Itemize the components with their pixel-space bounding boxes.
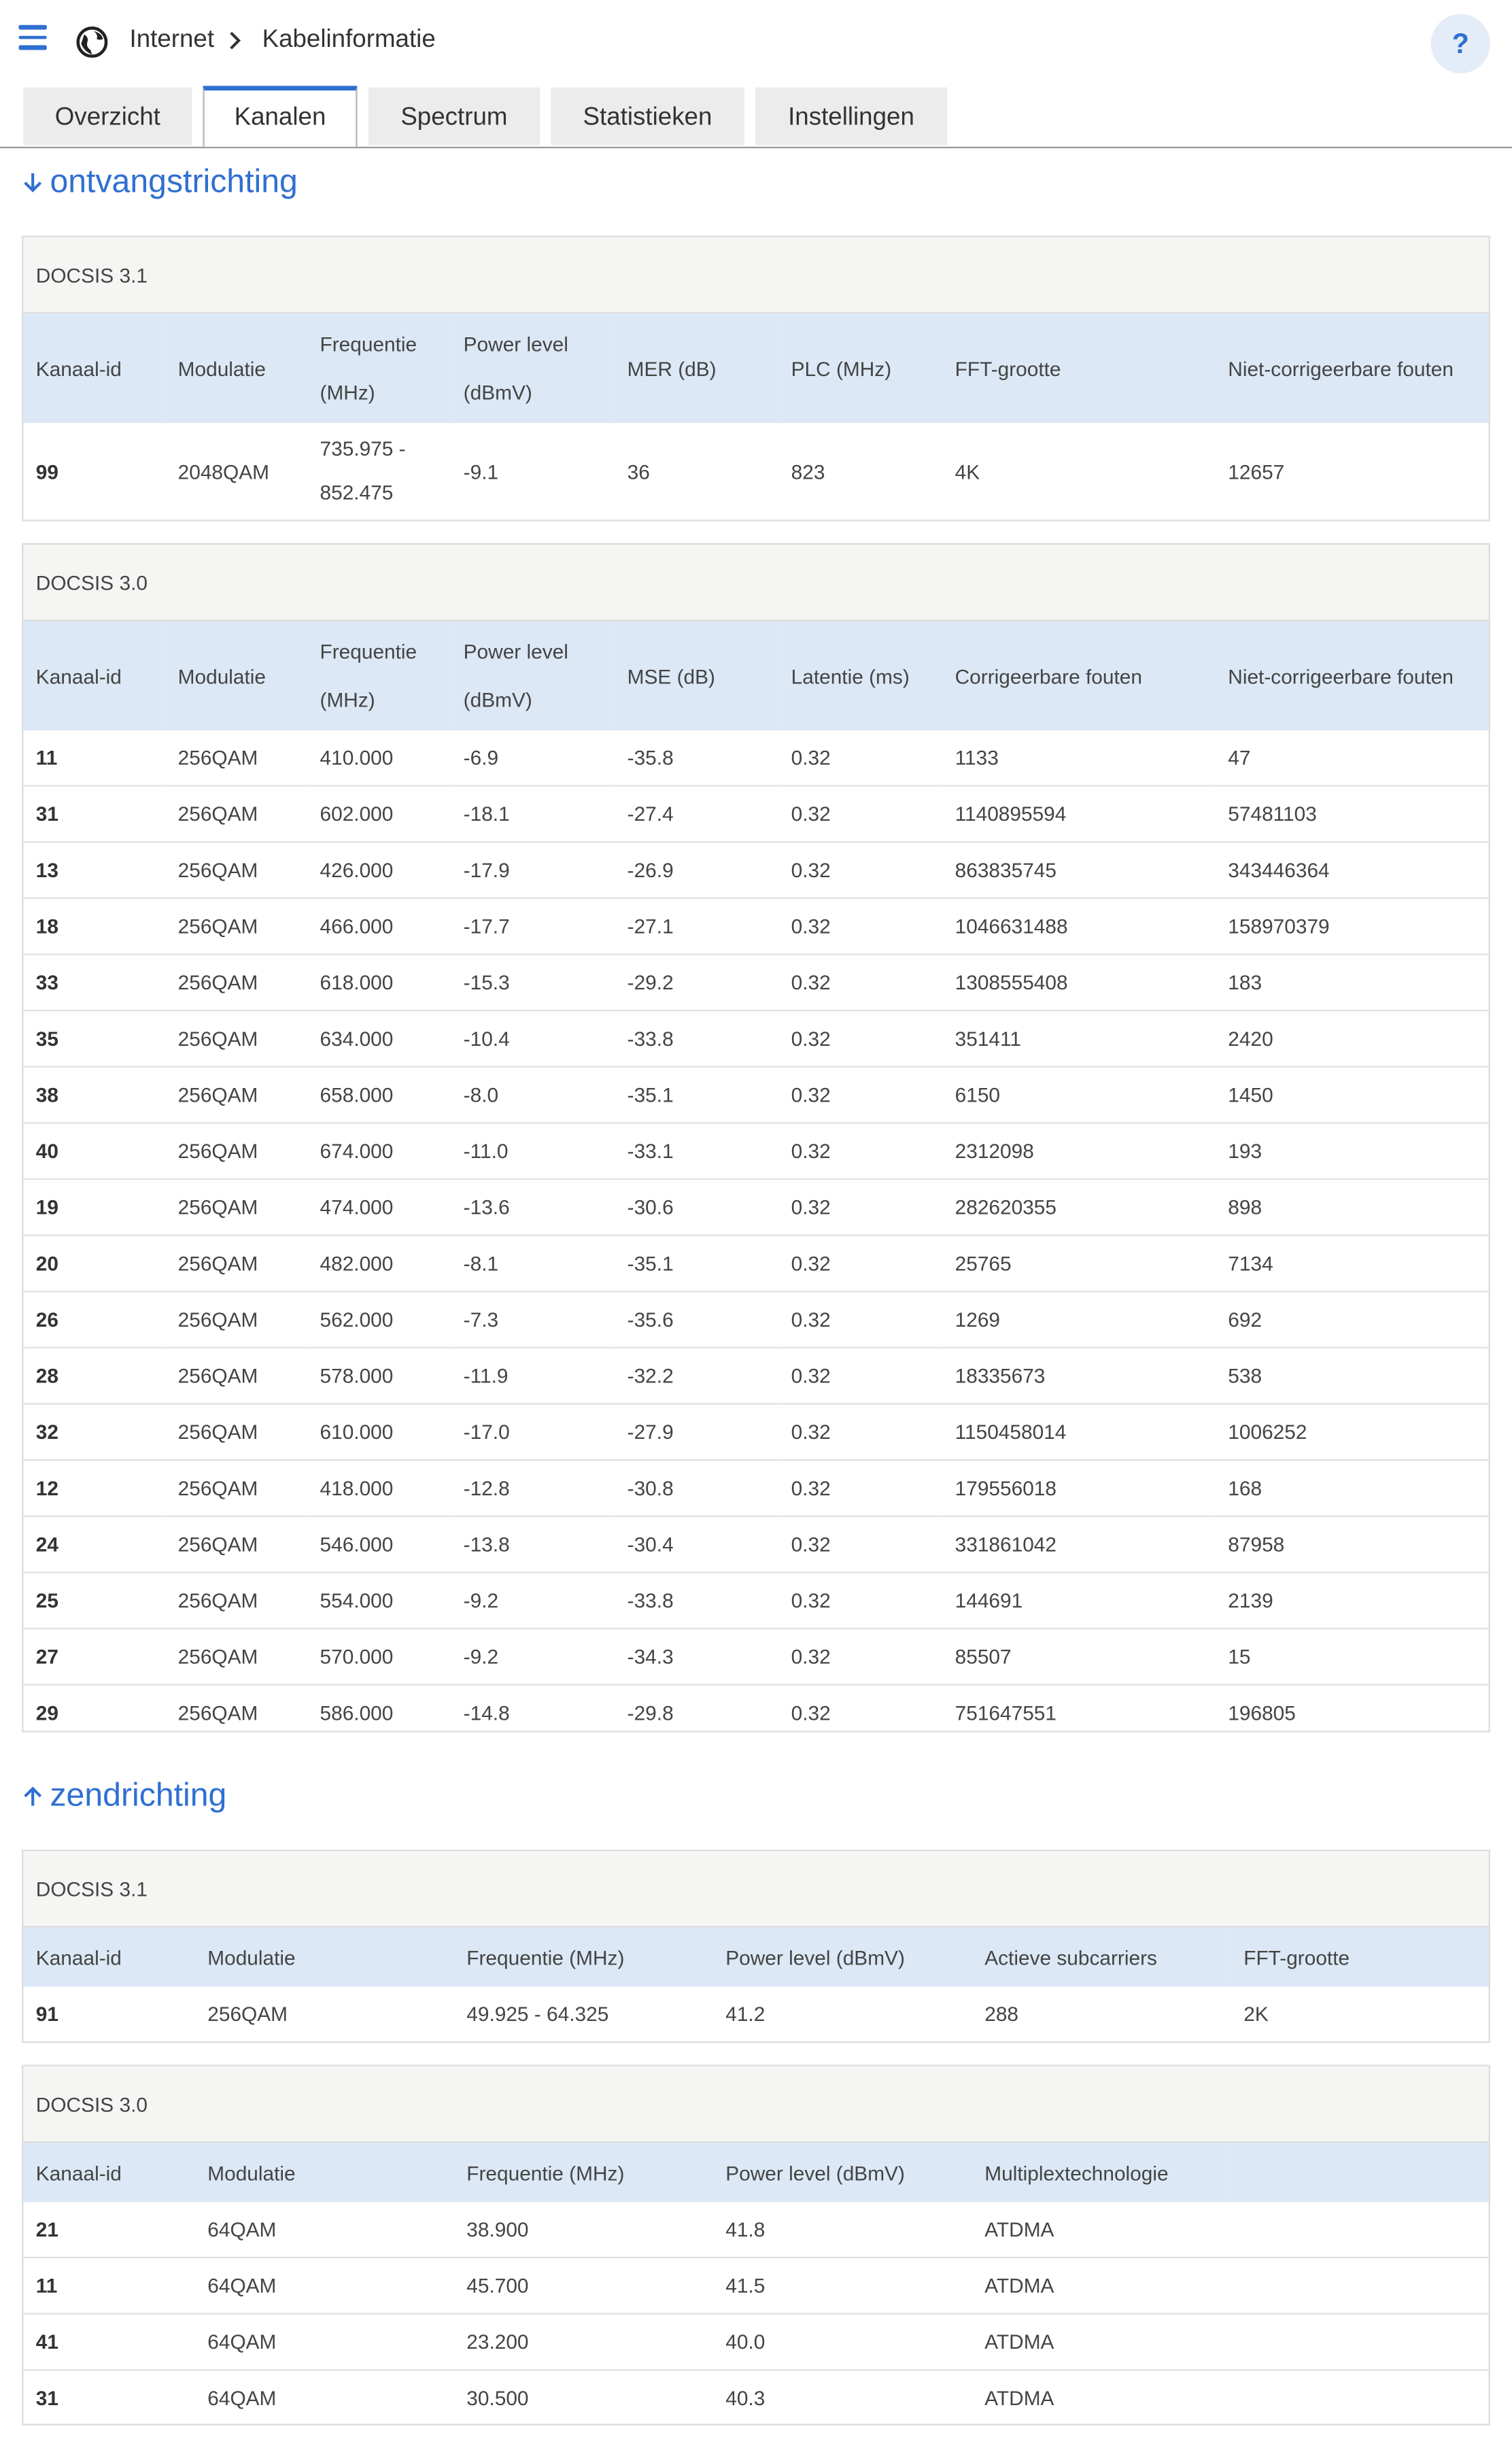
table-cell: 0.32 [778,1404,942,1460]
column-header [1231,2143,1489,2202]
table-cell: 12657 [1228,459,1285,483]
table-cell: 256QAM [165,1572,307,1629]
table-cell: -11.0 [451,1123,615,1179]
table-cell: 586.000 [320,1701,394,1725]
channel-id-cell: 35 [23,1010,165,1067]
column-header: Actieve subcarriers [972,1928,1231,1987]
table-row [23,1404,1488,1460]
table-cell: -27.4 [615,786,778,843]
table-cell: -13.6 [451,1179,615,1236]
table-row [23,1987,1488,2041]
tab-kanalen[interactable]: Kanalen [203,86,357,147]
channel-id-cell: 38 [23,1067,165,1123]
table-cell: -8.1 [451,1236,615,1292]
table-cell: 482.000 [307,1236,451,1292]
table-cell: 288 [984,2002,1019,2026]
column-header: Modulatie [165,313,307,423]
table-cell: 466.000 [307,898,451,955]
table-cell: 40.3 [725,2386,766,2410]
column-header: Frequentie (MHz) [454,2143,713,2202]
table-cell: 193 [1216,1123,1489,1179]
table-cell: -17.7 [451,898,615,955]
table-cell: -33.8 [615,1010,778,1067]
upstream-docsis30-table [23,2143,1488,2425]
table-cell: 0.32 [778,1516,942,1573]
table-cell: 562.000 [307,1291,451,1348]
table-cell: -17.0 [451,1404,615,1460]
table-cell: 158970379 [1216,898,1489,955]
downstream-title [22,164,298,201]
table-row [23,1629,1488,1685]
table-cell: 674.000 [307,1123,451,1179]
table-cell: -33.1 [615,1123,778,1179]
table-cell: 7134 [1216,1236,1489,1292]
table-cell: 256QAM [165,1236,307,1292]
channel-id-cell: 13 [23,842,165,898]
table-row [23,1010,1488,1067]
table-cell: 0.32 [778,1010,942,1067]
arrow-down-icon [22,171,44,193]
column-header: Frequentie (MHz) [307,621,451,730]
table-row [23,786,1488,843]
table-cell: 256QAM [165,1629,307,1685]
downstream-docsis30-card [22,543,1490,1733]
table-row [23,1236,1488,1292]
channel-id-cell: 29 [35,1701,58,1725]
table-cell: 2420 [1216,1010,1489,1067]
channel-id-cell: 20 [23,1236,165,1292]
table-header-row [23,313,1488,423]
table-cell: 30.500 [466,2386,529,2410]
column-header: Modulatie [165,621,307,730]
table-cell: 823 [791,459,825,483]
channel-id-cell: 18 [23,898,165,955]
tab-overzicht[interactable]: Overzicht [23,88,192,146]
table-cell: 0.32 [778,1629,942,1685]
column-header: PLC (MHz) [778,313,942,423]
table-cell [1231,2370,1489,2425]
column-header: Multiplextechnologie [972,2143,1231,2202]
table-cell: 570.000 [307,1629,451,1685]
table-row [23,1179,1488,1236]
table-cell: 0.32 [778,842,942,898]
table-cell: 38.900 [454,2202,713,2257]
table-row [23,1067,1488,1123]
table-cell: 256QAM [165,1348,307,1404]
table-cell: 0.32 [778,898,942,955]
top-bar [0,0,1512,86]
table-cell: -15.3 [451,954,615,1010]
table-cell: 418.000 [307,1460,451,1516]
channel-id-cell: 32 [23,1404,165,1460]
table-header-row [23,621,1488,730]
table-cell: -27.1 [615,898,778,955]
table-cell: 47 [1216,730,1489,785]
table-cell: 4K [955,459,980,483]
table-cell: 0.32 [778,730,942,785]
column-header: MER (dB) [615,313,778,423]
table-cell: 410.000 [307,730,451,785]
column-header: MSE (dB) [615,621,778,730]
tab-instellingen[interactable]: Instellingen [755,88,947,146]
table-cell: 256QAM [165,1067,307,1123]
column-header: FFT-grootte [1231,1928,1489,1987]
tab-statistieken[interactable]: Statistieken [551,88,744,146]
downstream-docsis31-table [23,313,1488,520]
channel-id-cell: 11 [23,730,165,785]
table-cell: -29.8 [627,1701,674,1725]
column-header: Corrigeerbare fouten [942,621,1216,730]
table-cell: -35.1 [615,1236,778,1292]
table-cell: 1140895594 [942,786,1216,843]
column-header: Modulatie [195,1928,454,1987]
column-header: Niet-corrigeerbare fouten [1216,621,1489,730]
table-row [23,954,1488,1010]
column-header: Kanaal-id [23,1928,194,1987]
table-cell: 658.000 [307,1067,451,1123]
table-cell: 49.925 - 64.325 [466,2002,609,2026]
table-cell: 2139 [1216,1572,1489,1629]
channel-id-cell: 24 [23,1516,165,1573]
table-cell [1231,2202,1489,2257]
table-cell: -29.2 [615,954,778,1010]
table-cell: 634.000 [307,1010,451,1067]
downstream-title-text: ontvangstrichting [50,163,298,200]
table-cell: 602.000 [307,786,451,843]
table-cell: -17.9 [451,842,615,898]
table-cell: 0.32 [778,1067,942,1123]
table-row [23,1572,1488,1629]
column-header: Latentie (ms) [778,621,942,730]
table-cell: 256QAM [165,1516,307,1573]
table-cell: 1450 [1216,1067,1489,1123]
table-cell: 256QAM [165,1404,307,1460]
table-cell: 351411 [942,1010,1216,1067]
table-row [23,1348,1488,1404]
table-row [23,1123,1488,1179]
table-cell: -8.0 [451,1067,615,1123]
channel-id-cell: 21 [23,2202,194,2257]
table-cell: 898 [1216,1179,1489,1236]
column-header: Modulatie [195,2143,454,2202]
table-cell: -26.9 [615,842,778,898]
channel-id-cell: 31 [35,2386,58,2410]
table-cell: 256QAM [165,1179,307,1236]
column-header: Power level (dBmV) [451,313,615,423]
table-cell: -30.8 [615,1460,778,1516]
table-cell: 179556018 [942,1460,1216,1516]
table-cell: 183 [1216,954,1489,1010]
column-header: Kanaal-id [23,2143,194,2202]
table-row [23,1460,1488,1516]
chevron-right-icon [226,28,245,53]
table-cell: -30.6 [615,1179,778,1236]
channel-id-cell: 33 [23,954,165,1010]
table-cell: 0.32 [778,1123,942,1179]
breadcrumb-internet[interactable]: Internet [129,27,215,54]
table-cell: 331861042 [942,1516,1216,1573]
hamburger-menu-icon[interactable] [19,25,47,50]
table-cell: -27.9 [615,1404,778,1460]
table-cell: 41.5 [713,2258,972,2314]
upstream-docsis31-table [23,1928,1488,2042]
table-cell: 1150458014 [942,1404,1216,1460]
table-cell: 751647551 [955,1701,1056,1725]
table-cell: 256QAM [165,1291,307,1348]
table-cell: 256QAM [165,954,307,1010]
channel-id-cell: 26 [23,1291,165,1348]
table-cell: 1133 [942,730,1216,785]
table-cell: 1269 [942,1291,1216,1348]
table-cell: 2K [1243,2002,1269,2026]
table-cell: -35.1 [615,1067,778,1123]
channel-id-cell: 91 [35,2002,58,2026]
table-cell: 2312098 [942,1123,1216,1179]
table-cell: 18335673 [942,1348,1216,1404]
downstream-docsis30-table [23,621,1488,1740]
table-cell: 40.0 [713,2314,972,2370]
table-cell: 168 [1216,1460,1489,1516]
channel-id-cell: 31 [23,786,165,843]
upstream-docsis31-label: DOCSIS 3.1 [23,1851,1488,1927]
table-cell: 618.000 [307,954,451,1010]
table-cell: 578.000 [307,1348,451,1404]
table-cell: 64QAM [195,2314,454,2370]
table-cell: 0.32 [778,1291,942,1348]
table-cell: 863835745 [942,842,1216,898]
column-header: Niet-corrigeerbare fouten [1216,313,1489,423]
channel-id-cell: 11 [23,2258,194,2314]
table-row [23,2314,1488,2370]
table-header-row [23,2143,1488,2202]
table-cell: 0.32 [778,1179,942,1236]
downstream-docsis31-label: DOCSIS 3.1 [23,237,1488,313]
table-cell: 256QAM [165,1010,307,1067]
table-cell: ATDMA [972,2314,1231,2370]
table-cell: -35.8 [615,730,778,785]
channel-id-cell: 19 [23,1179,165,1236]
column-header: Kanaal-id [23,621,165,730]
channel-id-cell: 12 [23,1460,165,1516]
table-cell: 256QAM [207,2002,288,2026]
table-cell: 735.975 - 852.475 [320,437,406,505]
table-cell: -9.2 [451,1629,615,1685]
globe-icon [76,27,107,58]
table-cell: -34.3 [615,1629,778,1685]
table-cell: -33.8 [615,1572,778,1629]
upstream-title-text: zendrichting [50,1778,227,1814]
table-cell: 610.000 [307,1404,451,1460]
column-header: FFT-grootte [942,313,1216,423]
table-cell: 25765 [942,1236,1216,1292]
table-row [23,1685,1488,1740]
table-cell: 256QAM [165,1123,307,1179]
table-cell: -18.1 [451,786,615,843]
channel-id-cell: 27 [23,1629,165,1685]
table-cell: 554.000 [307,1572,451,1629]
table-cell: 0.32 [791,1701,831,1725]
table-cell: 282620355 [942,1179,1216,1236]
channel-id-cell: 99 [35,459,58,483]
column-header: Kanaal-id [23,313,165,423]
table-cell: -13.8 [451,1516,615,1573]
tab-bar [0,86,1512,148]
table-row [23,423,1488,520]
table-cell: 1006252 [1216,1404,1489,1460]
table-cell: 343446364 [1216,842,1489,898]
table-cell: 692 [1216,1291,1489,1348]
channel-id-cell: 40 [23,1123,165,1179]
column-header: Frequentie (MHz) [307,313,451,423]
column-header: Power level (dBmV) [451,621,615,730]
table-cell: -14.8 [463,1701,510,1725]
table-cell: -30.4 [615,1516,778,1573]
table-cell: 474.000 [307,1179,451,1236]
upstream-docsis30-label: DOCSIS 3.0 [23,2067,1488,2143]
channel-id-cell: 25 [23,1572,165,1629]
table-cell: 0.32 [778,786,942,843]
table-cell: -35.6 [615,1291,778,1348]
table-cell: 64QAM [195,2202,454,2257]
upstream-docsis31-card [22,1850,1490,2043]
table-cell: 2048QAM [177,459,270,483]
table-row [23,2258,1488,2314]
table-cell: 64QAM [207,2386,277,2410]
table-cell: 36 [627,459,650,483]
table-cell: 426.000 [307,842,451,898]
table-cell: 538 [1216,1348,1489,1404]
table-cell: 0.32 [778,1236,942,1292]
table-cell: 256QAM [165,1460,307,1516]
table-cell: 85507 [942,1629,1216,1685]
arrow-up-icon [22,1786,44,1807]
upstream-docsis30-card [22,2064,1490,2425]
table-cell: 546.000 [307,1516,451,1573]
table-cell: -7.3 [451,1291,615,1348]
table-cell: ATDMA [984,2386,1054,2410]
table-row [23,730,1488,785]
table-cell: -11.9 [451,1348,615,1404]
table-cell: -32.2 [615,1348,778,1404]
table-cell: 1046631488 [942,898,1216,955]
table-cell: 41.8 [713,2202,972,2257]
table-cell: 256QAM [165,730,307,785]
table-cell: 256QAM [177,1701,258,1725]
table-cell: 256QAM [165,786,307,843]
upstream-title [22,1778,226,1815]
table-cell: -9.2 [451,1572,615,1629]
table-row [23,2202,1488,2257]
table-cell: 1308555408 [942,954,1216,1010]
table-cell: ATDMA [972,2202,1231,2257]
column-header: Power level (dBmV) [713,2143,972,2202]
table-cell: 0.32 [778,954,942,1010]
table-cell: 0.32 [778,1348,942,1404]
table-cell: 0.32 [778,1572,942,1629]
table-row [23,2370,1488,2425]
table-cell [1231,2258,1489,2314]
table-cell: 6150 [942,1067,1216,1123]
table-cell: 87958 [1216,1516,1489,1573]
table-cell: 41.2 [725,2002,766,2026]
downstream-docsis30-label: DOCSIS 3.0 [23,545,1488,621]
table-cell: 64QAM [195,2258,454,2314]
table-cell: 144691 [942,1572,1216,1629]
table-cell: 256QAM [165,898,307,955]
downstream-docsis31-card [22,236,1490,522]
breadcrumb-page-title: Kabelinformatie [262,27,436,54]
table-row [23,1516,1488,1573]
channel-id-cell: 41 [23,2314,194,2370]
table-row [23,898,1488,955]
table-cell: -12.8 [451,1460,615,1516]
table-cell: -6.9 [451,730,615,785]
column-header: Frequentie (MHz) [454,1928,713,1987]
tab-spectrum[interactable]: Spectrum [368,88,540,146]
table-row [23,1291,1488,1348]
table-cell: 23.200 [454,2314,713,2370]
table-cell: -9.1 [463,459,499,483]
column-header: Power level (dBmV) [713,1928,972,1987]
table-header-row [23,1928,1488,1987]
help-button[interactable]: ? [1431,14,1490,73]
table-row [23,842,1488,898]
table-cell: 256QAM [165,842,307,898]
table-cell [1231,2314,1489,2370]
table-cell: 196805 [1228,1701,1296,1725]
table-cell: ATDMA [972,2258,1231,2314]
table-cell: -10.4 [451,1010,615,1067]
table-cell: 57481103 [1216,786,1489,843]
table-cell: 0.32 [778,1460,942,1516]
table-cell: 45.700 [454,2258,713,2314]
channel-id-cell: 28 [23,1348,165,1404]
table-cell: 15 [1216,1629,1489,1685]
